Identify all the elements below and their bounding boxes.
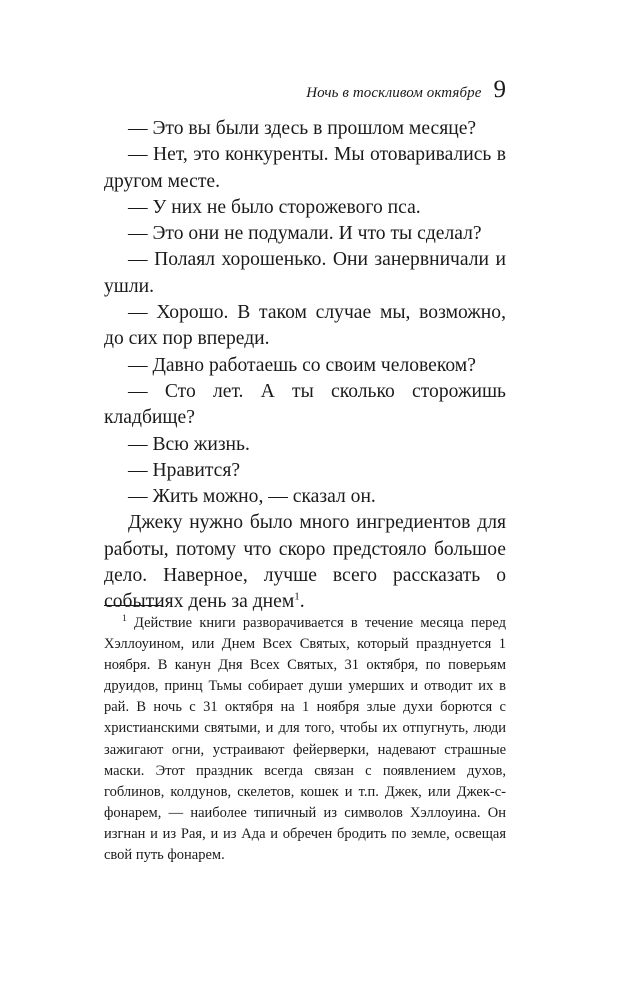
running-title: Ночь в тоскливом октябре (306, 85, 482, 101)
dialogue-line: — Нет, это конкуренты. Мы отоваривались в другом месте. (104, 144, 506, 192)
dialogue-line: — Всю жизнь. (128, 433, 250, 455)
page-number: 9 (493, 76, 506, 103)
narrative-text: Джеку нужно было много ингредиентов для работы, потому что скоро предстояло большое дело. Наверное, лучше всего рассказать о событиях день за днем (104, 512, 506, 613)
dialogue-line: — У них не было сторожевого пса. (128, 196, 421, 218)
dialogue-line: — Сто лет. А ты сколько сторожишь кладбище? (104, 380, 506, 429)
dialogue-line: — Нравится? (128, 459, 241, 481)
dialogue-line: — Это вы были здесь в прошлом месяце? (128, 118, 477, 139)
main-text (104, 116, 506, 616)
footnote-text: Действие книги разворачивается в течение месяца перед Хэллоуином, или Днем Всех Святых, который празднуется 1 ноября. В канун Дня Всех Святых, 31 октября, по поверьям друидов, принц Тьмы собирает души умерших и отводит их в рай. В ночь с 31 октября на 1 ноября злые духи борются с христианскими святыми, и для того, чтобы их отпугнуть, люди зажигают огни, устраивают фейерверки, надевают страшные маски. Этот праздник всегда связан с появлением духов, гоблинов, колдунов, скелетов, кошек и т.п. Джек, или Джек-с-фонарем, — наиболее типичный из символов Хэллоуина. Он изгнан и из Рая, и из Ада и обречен бродить по земле, освещая свой путь фонарем. (104, 615, 506, 864)
footnote-marker[interactable]: 1 (294, 590, 300, 603)
dialogue-line: — Хорошо. В таком случае мы, возможно, до сих пор впереди. (104, 302, 506, 350)
dialogue-line: — Жить можно, — сказал он. (128, 486, 376, 508)
dialogue-line: — Полаял хорошенько. Они занервничали и ушли. (104, 249, 506, 297)
footnote (104, 613, 506, 866)
dialogue-line: — Давно работаешь со своим человеком? (128, 354, 476, 376)
page-header (306, 76, 506, 104)
footnote-number: 1 (122, 614, 127, 625)
narrative-paragraph: Джеку нужно было много ингредиентов для работы, потому что скоро предстояло большое дело. Наверное, лучше всего рассказать о событиях день за днем$^1$. (104, 512, 506, 613)
dialogue-line: — Это они не подумали. И что ты сделал? (128, 223, 482, 245)
footnote-divider (104, 605, 162, 606)
